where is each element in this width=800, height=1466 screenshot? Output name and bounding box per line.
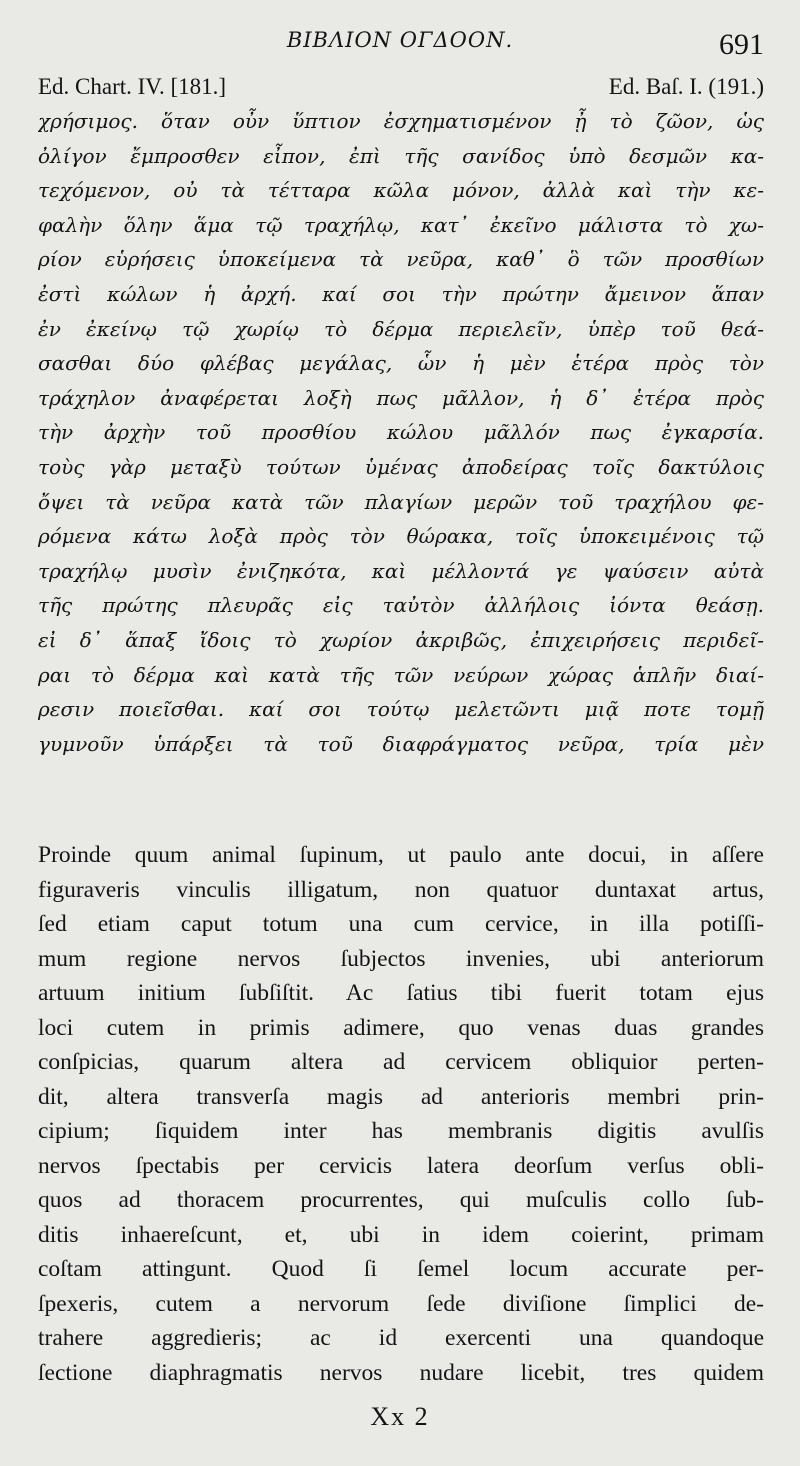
greek-text-block — [38, 104, 764, 761]
greek-line: χρήσιμος. ὅταν οὖν ὕπτιον ἐσχηματισμένον ᾖ τὸ ζῶον, ὡς — [38, 109, 764, 133]
latin-line: quos ad thoracem procurrentes, qui muſculis collo ſub- — [38, 1187, 764, 1213]
greek-line: σασθαι δύο φλέβας μεγάλας, ὧν ἡ μὲν ἑτέρα πρὸς τὸν — [38, 351, 764, 376]
latin-line: nervos ſpectabis per cervicis latera deorſum verſus obli- — [38, 1152, 764, 1179]
latin-line: mum regione nervos ſubjectos invenies, ubi anteriorum — [38, 945, 764, 972]
latin-line: ſectione diaphragmatis nervos nudare licebit, tres quidem — [38, 1359, 764, 1386]
greek-line: ἐστὶ κώλων ἡ ἀρχή. καί σοι τὴν πρώτην ἄμεινον ἅπαν — [38, 281, 764, 306]
latin-line: ditis inhaereſcunt, et, ubi in idem coierint, primam — [38, 1221, 764, 1248]
greek-line: τεχόμενον, οὐ τὰ τέτταρα κῶλα μόνον, ἀλλὰ καὶ τὴν κε- — [38, 178, 764, 203]
greek-line: ρίον εὑρήσεις ὑποκείμενα τὰ νεῦρα, καθ᾽ ὃ τῶν προσθίων — [38, 247, 764, 272]
greek-line: φαλὴν ὅλην ἅμα τῷ τραχήλῳ, κατ᾽ ἐκεῖνο μάλιστα τὸ χω- — [38, 212, 764, 237]
latin-line: figuraveris vinculis illigatum, non quatuor duntaxat artus, — [38, 876, 764, 903]
latin-line: ſpexeris, cutem a nervorum ſede diviſione ſimplici de- — [38, 1290, 764, 1317]
greek-line: τραχήλῳ μυσὶν ἐνιζηκότα, καὶ μέλλοντά γε ψαύσειν αὐτὰ — [38, 558, 764, 583]
edition-chartier: Ed. Chart. IV. [181.] — [38, 74, 227, 99]
signature-mark: Xx 2 — [370, 1402, 430, 1431]
latin-text-block — [38, 838, 764, 1390]
greek-line: ἐν ἐκείνῳ τῷ χωρίῳ τὸ δέρμα περιελεῖν, ὑπὲρ τοῦ θεά- — [38, 316, 764, 341]
greek-line: ὀλίγον ἔμπροσθεν εἶπον, ἐπὶ τῆς σανίδος ὑπὸ δεσμῶν κα- — [38, 143, 764, 168]
greek-line: τοὺς γὰρ μεταξὺ τούτων ὑμένας ἀποδείρας τοῖς δακτύλοις — [38, 454, 764, 479]
latin-line: conſpicias, quarum altera ad cervicem obliquior perten- — [38, 1049, 764, 1075]
running-title: BIBΛIOΝ ΟΓΔΟΟΝ. — [286, 28, 514, 52]
page-number: 691 — [719, 28, 764, 61]
latin-line: trahere aggredieris; ac id exercenti una quandoque — [38, 1325, 764, 1351]
greek-line: ραι τὸ δέρμα καὶ κατὰ τῆς τῶν νεύρων χώρας ἁπλῆν διαί- — [38, 662, 764, 687]
greek-line: τράχηλον ἀναφέρεται λοξὴ πως μᾶλλον, ἡ δ᾽ ἑτέρα πρὸς — [38, 385, 764, 410]
greek-line: τὴν ἀρχὴν τοῦ προσθίου κώλου μᾶλλόν πως ἐγκαρσία. — [38, 420, 764, 445]
greek-line: γυμνοῦν ὑπάρξει τὰ τοῦ διαφράγματος νεῦρα, τρία μὲν — [38, 731, 764, 756]
greek-line: ρεσιν ποιεῖσθαι. καί σοι τούτῳ μελετῶντι μιᾷ ποτε τομῇ — [38, 697, 764, 722]
latin-line: cipium; ſiquidem inter has membranis digitis avulſis — [38, 1118, 764, 1144]
latin-line: dit, altera transverſa magis ad anterioris membri prin- — [38, 1083, 764, 1110]
edition-basel: Ed. Baſ. I. (191.) — [608, 74, 764, 99]
latin-line: coſtam attingunt. Quod ſi ſemel locum accurate per- — [38, 1256, 764, 1282]
latin-line: loci cutem in primis adimere, quo venas duas grandes — [38, 1014, 764, 1041]
greek-line: ρόμενα κάτω λοξὰ πρὸς τὸν θώρακα, τοῖς ὑποκειμένοις τῷ — [38, 524, 764, 549]
greek-line: ὄψει τὰ νεῦρα κατὰ τῶν πλαγίων μερῶν τοῦ τραχήλου φε- — [38, 489, 764, 514]
edition-references — [38, 74, 764, 104]
latin-line: artuum initium ſubſiſtit. Ac ſatius tibi fuerit totam ejus — [38, 980, 764, 1006]
greek-line: εἰ δ᾽ ἅπαξ ἴδοις τὸ χωρίον ἀκριβῶς, ἐπιχειρήσεις περιδεῖ- — [38, 627, 764, 652]
latin-line: Proinde quum animal ſupinum, ut paulo ante docui, in aſſere — [38, 842, 764, 868]
greek-line: τῆς πρώτης πλευρᾶς εἰς ταὐτὸν ἀλλήλοις ἰόντα θεάσῃ. — [38, 593, 764, 618]
latin-line: ſed etiam caput totum una cum cervice, in illa potiſſi- — [38, 911, 764, 937]
